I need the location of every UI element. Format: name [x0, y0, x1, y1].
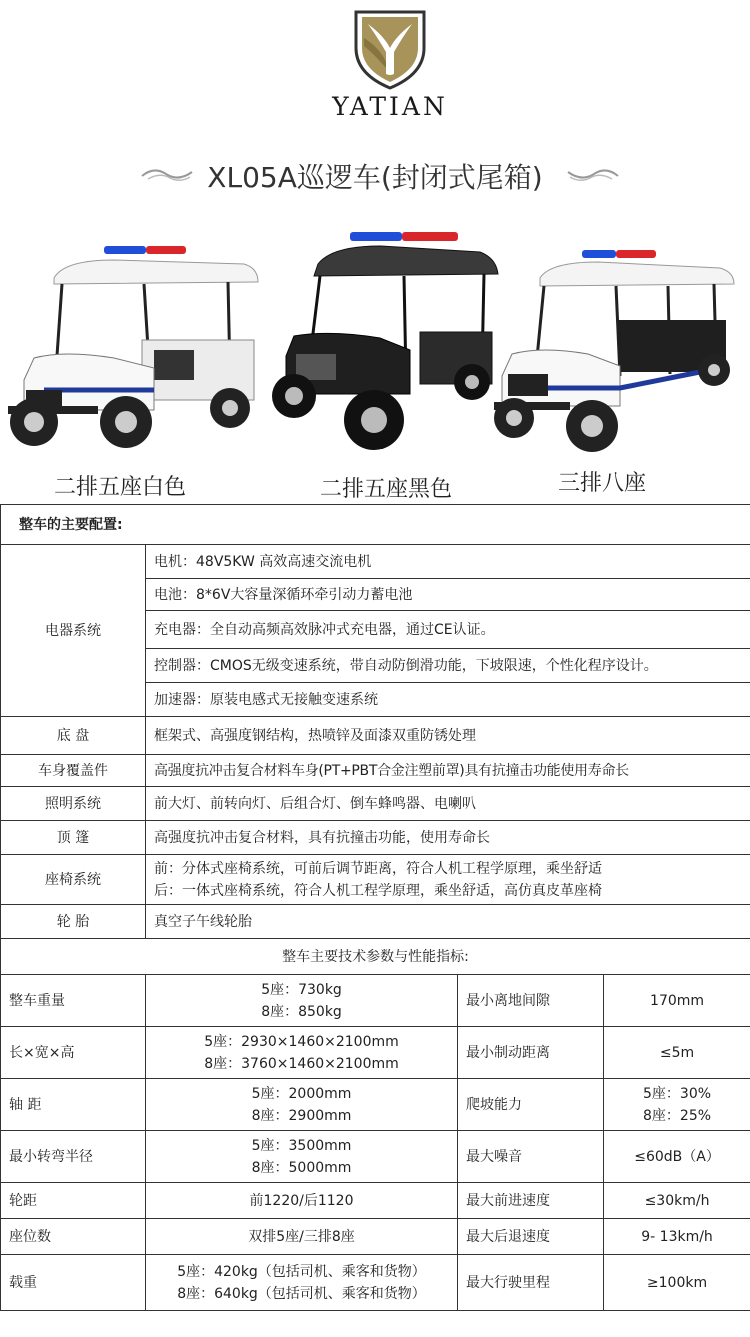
spec-name: 最小转弯半径 [1, 1131, 146, 1183]
electrical-item: 充电器：全自动高频高效脉冲式充电器，通过CE认证。 [146, 611, 750, 649]
lighting-value: 前大灯、前转向灯、后组合灯、倒车蜂鸣器、电喇叭 [146, 787, 750, 821]
category-tire: 轮 胎 [1, 905, 146, 939]
table-row [1, 787, 750, 821]
spec-name: 最大噪音 [458, 1131, 604, 1183]
spec-name: 轮距 [1, 1183, 146, 1219]
spec-value [146, 1079, 458, 1131]
spec-value-line: 8座：25% [643, 1107, 712, 1124]
specs-header-row [1, 939, 750, 975]
table-row [1, 755, 750, 787]
car-label-eight: 三排八座 [558, 471, 647, 496]
roof-value: 高强度抗冲击复合材料，具有抗撞击功能，使用寿命长 [146, 821, 750, 855]
spec-name: 长×宽×高 [1, 1027, 146, 1079]
spec-name: 座位数 [1, 1219, 146, 1255]
category-roof: 顶 篷 [1, 821, 146, 855]
spec-value: ≥100km [604, 1255, 750, 1311]
spec-value-line: 8座：850kg [261, 1003, 342, 1020]
table-row [1, 1131, 750, 1183]
electrical-item: 电机：48V5KW 高效高速交流电机 [146, 545, 750, 579]
table-row [1, 545, 750, 579]
car-label-white: 二排五座白色 [54, 475, 187, 500]
chassis-value: 框架式、高强度钢结构，热喷锌及面漆双重防锈处理 [146, 717, 750, 755]
right-swirl-icon [565, 164, 620, 184]
table-row [1, 1027, 750, 1079]
spec-value [604, 975, 750, 1027]
spec-value-line: 8座：640kg（包括司机、乘客和货物） [177, 1285, 426, 1302]
title-row [0, 150, 750, 198]
page-title: XL05A巡逻车(封闭式尾箱) [207, 161, 543, 194]
table-row [1, 1183, 750, 1219]
spec-value-line: 8座：2900mm [251, 1107, 352, 1124]
table-row [1, 821, 750, 855]
category-chassis: 底 盘 [1, 717, 146, 755]
spec-name: 轴 距 [1, 1079, 146, 1131]
seat-front: 前：分体式座椅系统，可前后调节距离，符合人机工程学原理，乘坐舒适 [154, 860, 602, 877]
category-electrical: 电器系统 [1, 545, 146, 717]
category-lighting: 照明系统 [1, 787, 146, 821]
table-row [1, 1255, 750, 1311]
category-body: 车身覆盖件 [1, 755, 146, 787]
table-row [1, 717, 750, 755]
spec-value [604, 1079, 750, 1131]
spec-name: 最小离地间隙 [458, 975, 604, 1027]
brand-name: YATIAN [332, 92, 448, 121]
spec-value-line: 8座：5000mm [251, 1159, 352, 1176]
spec-value-line: 5座：2930×1460×2100mm [204, 1033, 399, 1050]
table-row [1, 855, 750, 905]
spec-value [146, 1131, 458, 1183]
spec-name: 整车重量 [1, 975, 146, 1027]
car-black-five-seat [270, 228, 510, 460]
spec-value-line: 5座：2000mm [251, 1085, 352, 1102]
specs-header: 整车主要技术参数与性能指标: [1, 939, 750, 975]
spec-name: 最大行驶里程 [458, 1255, 604, 1311]
spec-value [146, 975, 458, 1027]
spec-value-line: 5座：30% [643, 1085, 712, 1102]
seat-rear: 后：一体式座椅系统，符合人机工程学原理，乘坐舒适，高仿真皮革座椅 [154, 882, 602, 899]
table-row [1, 1079, 750, 1131]
table-row [1, 1219, 750, 1255]
spec-value [146, 1027, 458, 1079]
car-label-black: 二排五座黑色 [320, 477, 453, 502]
seat-value [146, 855, 750, 905]
spec-value-line: ≤5m [659, 1044, 695, 1061]
spec-name: 最大前进速度 [458, 1183, 604, 1219]
spec-name: 载重 [1, 1255, 146, 1311]
table-row [1, 905, 750, 939]
brand-logo [315, 8, 465, 123]
spec-value-line: 5座：3500mm [251, 1137, 352, 1154]
spec-value: ≤30km/h [604, 1183, 750, 1219]
config-header: 整车的主要配置: [1, 505, 750, 545]
spec-value [146, 1255, 458, 1311]
category-seat: 座椅系统 [1, 855, 146, 905]
electrical-item: 电池：8*6V大容量深循环牵引动力蓄电池 [146, 579, 750, 611]
spec-value-line: 170mm [650, 992, 705, 1009]
spec-name: 最大后退速度 [458, 1219, 604, 1255]
spec-value-line: ≤60dB（A） [634, 1148, 720, 1165]
spec-name: 最小制动距离 [458, 1027, 604, 1079]
electrical-item: 控制器：CMOS无级变速系统，带自动防倒滑功能，下坡限速，个性化程序设计。 [146, 649, 750, 683]
spec-value-line: 5座：420kg（包括司机、乘客和货物） [177, 1263, 426, 1280]
spec-name: 爬坡能力 [458, 1079, 604, 1131]
spec-value-line: 8座：3760×1460×2100mm [204, 1055, 399, 1072]
yatian-shield-icon [350, 8, 430, 90]
table-row [1, 975, 750, 1027]
spec-value: 前1220/后1120 [146, 1183, 458, 1219]
tire-value: 真空子午线轮胎 [146, 905, 750, 939]
spec-table [0, 504, 750, 1311]
config-header-row [1, 505, 750, 545]
spec-value [604, 1027, 750, 1079]
body-value: 高强度抗冲击复合材料车身(PT+PBT合金注塑前罩)具有抗撞击功能使用寿命长 [146, 755, 750, 787]
spec-value: 9- 13km/h [604, 1219, 750, 1255]
electrical-item: 加速器：原装电感式无接触变速系统 [146, 683, 750, 717]
car-white-five-seat [4, 240, 264, 450]
spec-value: 双排5座/三排8座 [146, 1219, 458, 1255]
spec-value [604, 1131, 750, 1183]
spec-value-line: 5座：730kg [261, 981, 342, 998]
car-white-eight-seat [488, 246, 738, 454]
